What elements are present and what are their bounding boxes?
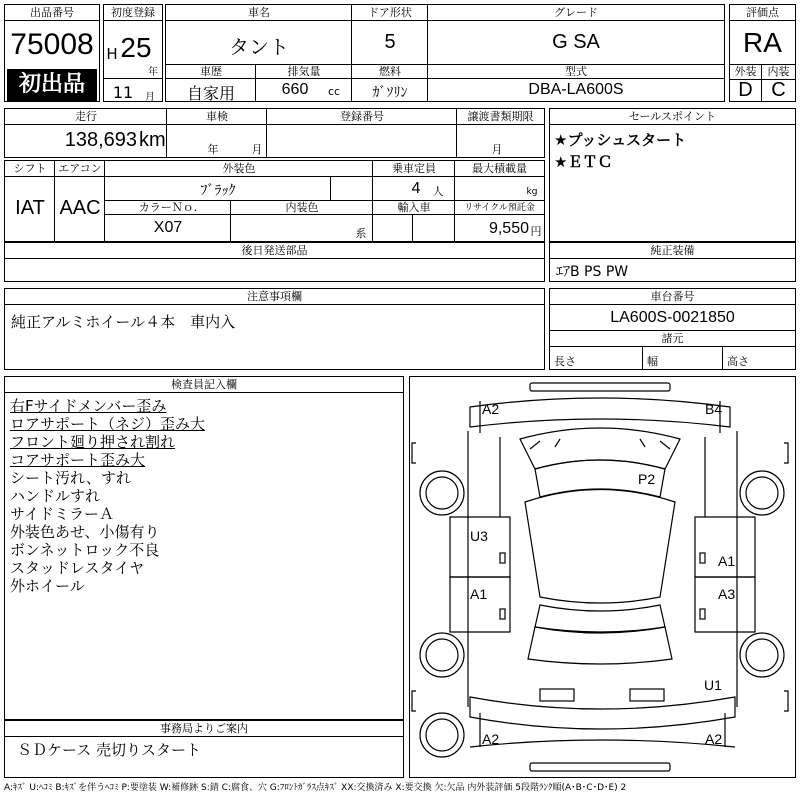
inspector-note-2: ロアサポート（ネジ）歪み大 (10, 415, 206, 433)
shift-label: シフト (13, 162, 47, 175)
registration-box (103, 4, 163, 102)
equipment: ｴｱB PS PW (556, 264, 629, 280)
interior-score: C (771, 79, 786, 101)
specs-box (4, 160, 545, 242)
mark-right-rear-door: A3 (718, 586, 736, 602)
exterior-score: D (730, 79, 762, 101)
mark-rear-right: A2 (705, 731, 723, 747)
car-outline-diagram (410, 377, 795, 777)
inspection-month-unit: 月 (251, 143, 263, 156)
inspector-note-4: コアサポート歪み大 (10, 451, 146, 469)
displacement-label: 排気量 (287, 65, 321, 78)
score: RA (743, 27, 782, 58)
registration-label: 初度登録 (104, 5, 162, 21)
office-label: 事務局よりご案内 (5, 721, 403, 737)
car-name-label: 車名 (248, 6, 270, 19)
sales-point-2: ★ＥＴＣ (554, 153, 613, 171)
inspection-label: 車検 (206, 110, 228, 123)
score-box (729, 4, 796, 102)
door-label: ドア形状 (368, 6, 412, 19)
recycle-fee: 9,550 (488, 220, 529, 237)
equipment-box (549, 242, 796, 282)
registration-year-unit: 年 (148, 67, 158, 78)
lot-number: 75008 (10, 28, 94, 61)
fuel: ｶﾞｿﾘﾝ (372, 85, 408, 101)
shift: IAT (15, 197, 45, 219)
color-no-label: カラーＮｏ. (138, 201, 198, 214)
grade-label: グレード (554, 6, 598, 19)
color-label: 外装色 (222, 162, 256, 175)
mileage: 138,693 (64, 129, 137, 151)
capacity: 4 (411, 180, 421, 197)
sales-point-1: ★プッシュスタート (554, 131, 687, 149)
chassis-number: LA600S-0021850 (610, 309, 735, 326)
exterior-label: 外装 (730, 64, 762, 80)
inspector-note-10: スタッドレスタイヤ (10, 559, 145, 577)
mark-roof: P2 (638, 471, 656, 487)
equipment-label: 純正装備 (550, 243, 795, 259)
door-type: 5 (384, 31, 396, 53)
chassis-box (549, 288, 796, 370)
color-number: X07 (153, 219, 183, 236)
chassis-label: 車台番号 (550, 289, 795, 305)
notes-label: 注意事項欄 (5, 289, 544, 305)
reg-no-label: 登録番号 (340, 110, 384, 123)
transfer-label: 譲渡書類期限 (467, 110, 534, 123)
mark-left-front-door: U3 (470, 528, 488, 544)
mark-front-right: B4 (705, 401, 723, 417)
length-label: 長さ (554, 355, 576, 368)
capacity-label: 乗車定員 (392, 162, 436, 175)
mark-right-front-door: A1 (718, 553, 736, 569)
transfer-month-unit: 月 (491, 143, 503, 156)
model-label: 型式 (565, 65, 587, 78)
car-name: タント (229, 35, 289, 59)
lot-number-label: 出品番号 (5, 5, 99, 21)
load-label: 最大積載量 (472, 162, 527, 175)
displacement: 660 (281, 81, 309, 98)
first-listing-badge: 初出品 (7, 69, 97, 101)
mileage-label: 走行 (75, 110, 97, 123)
fuel-label: 燃料 (379, 65, 401, 78)
inspector-note-7: サイドミラーＡ (10, 505, 114, 523)
height-label: 高さ (727, 355, 749, 368)
history-label: 車歴 (200, 65, 222, 78)
later-parts-box (4, 242, 545, 282)
color: ﾌﾞﾗｯｸ (200, 183, 236, 199)
inspector-note-5: シート汚れ、すれ (10, 469, 131, 487)
notes-text: 純正アルミホイール４本 車内入 (11, 313, 236, 331)
mark-front-left: A2 (482, 401, 500, 417)
legend-footer: A:ｷｽﾞ U:ﾍｺﾐ B:ｷｽﾞを伴うﾍｺﾐ P:要塗装 W:補修跡 S:錆 C:腐食、穴 G:ﾌﾛﾝﾄｶﾞﾗｽ点ｷｽﾞ XX:交換済み X:要交換 欠:欠品 内外装評価 5段階ﾗﾝｸ順(A･B･C･D･E) 2 (4, 783, 627, 793)
history: 自家用 (186, 84, 235, 103)
vehicle-info-box (165, 4, 725, 102)
recycle-unit: 円 (530, 225, 542, 238)
mark-left-rear-door: A1 (470, 586, 488, 602)
lot-number-box (4, 4, 100, 102)
mileage-box (4, 108, 545, 158)
interior-color-unit: 系 (355, 227, 367, 240)
mark-right-rear-fender: U1 (704, 677, 722, 693)
capacity-unit: 人 (432, 185, 444, 198)
inspector-note-8: 外装色あせ、小傷有り (10, 523, 160, 541)
mileage-unit: km (139, 129, 166, 151)
notes-box (4, 288, 545, 370)
damage-diagram (409, 376, 796, 778)
width-label: 幅 (647, 355, 658, 368)
inspector-label: 検査員記入欄 (5, 377, 403, 393)
inspector-note-6: ハンドルすれ (10, 487, 101, 505)
office-box (4, 720, 404, 778)
inspector-note-9: ボンネットロック不良 (10, 541, 160, 559)
recycle-label: リサイクル預託金 (464, 203, 535, 213)
mark-rear-left: A2 (482, 731, 500, 747)
load-unit: kg (526, 187, 538, 197)
inspector-box (4, 376, 404, 720)
registration-month-unit: 月 (145, 92, 155, 103)
office-text: ＳＤケース 売切りスタート (17, 741, 202, 759)
specs-label: 諸元 (550, 331, 795, 347)
inspector-note-3: フロント廻り押され割れ (10, 433, 176, 451)
model-code: DBA-LA600S (528, 81, 624, 98)
sales-point-label: セールスポイント (550, 109, 795, 125)
import-label: 輸入車 (397, 201, 431, 214)
inspector-note-1: 右Fサイドメンバー歪み (10, 397, 167, 415)
interior-color-label: 内装色 (285, 201, 319, 214)
interior-label: 内装 (762, 64, 795, 80)
later-parts-label: 後日発送部品 (5, 243, 544, 259)
registration-era: H (106, 45, 118, 63)
registration-month: 11 (112, 83, 134, 102)
ac-label: エアコン (58, 162, 102, 175)
displacement-unit: cc (327, 85, 341, 98)
registration-year: 25 (120, 32, 152, 63)
inspection-year-unit: 年 (207, 143, 219, 156)
grade: G SA (552, 31, 600, 53)
inspector-note-11: 外ホイール (10, 577, 85, 595)
ac: AAC (59, 197, 101, 219)
sales-point-box (549, 108, 796, 242)
score-label: 評価点 (730, 5, 795, 21)
